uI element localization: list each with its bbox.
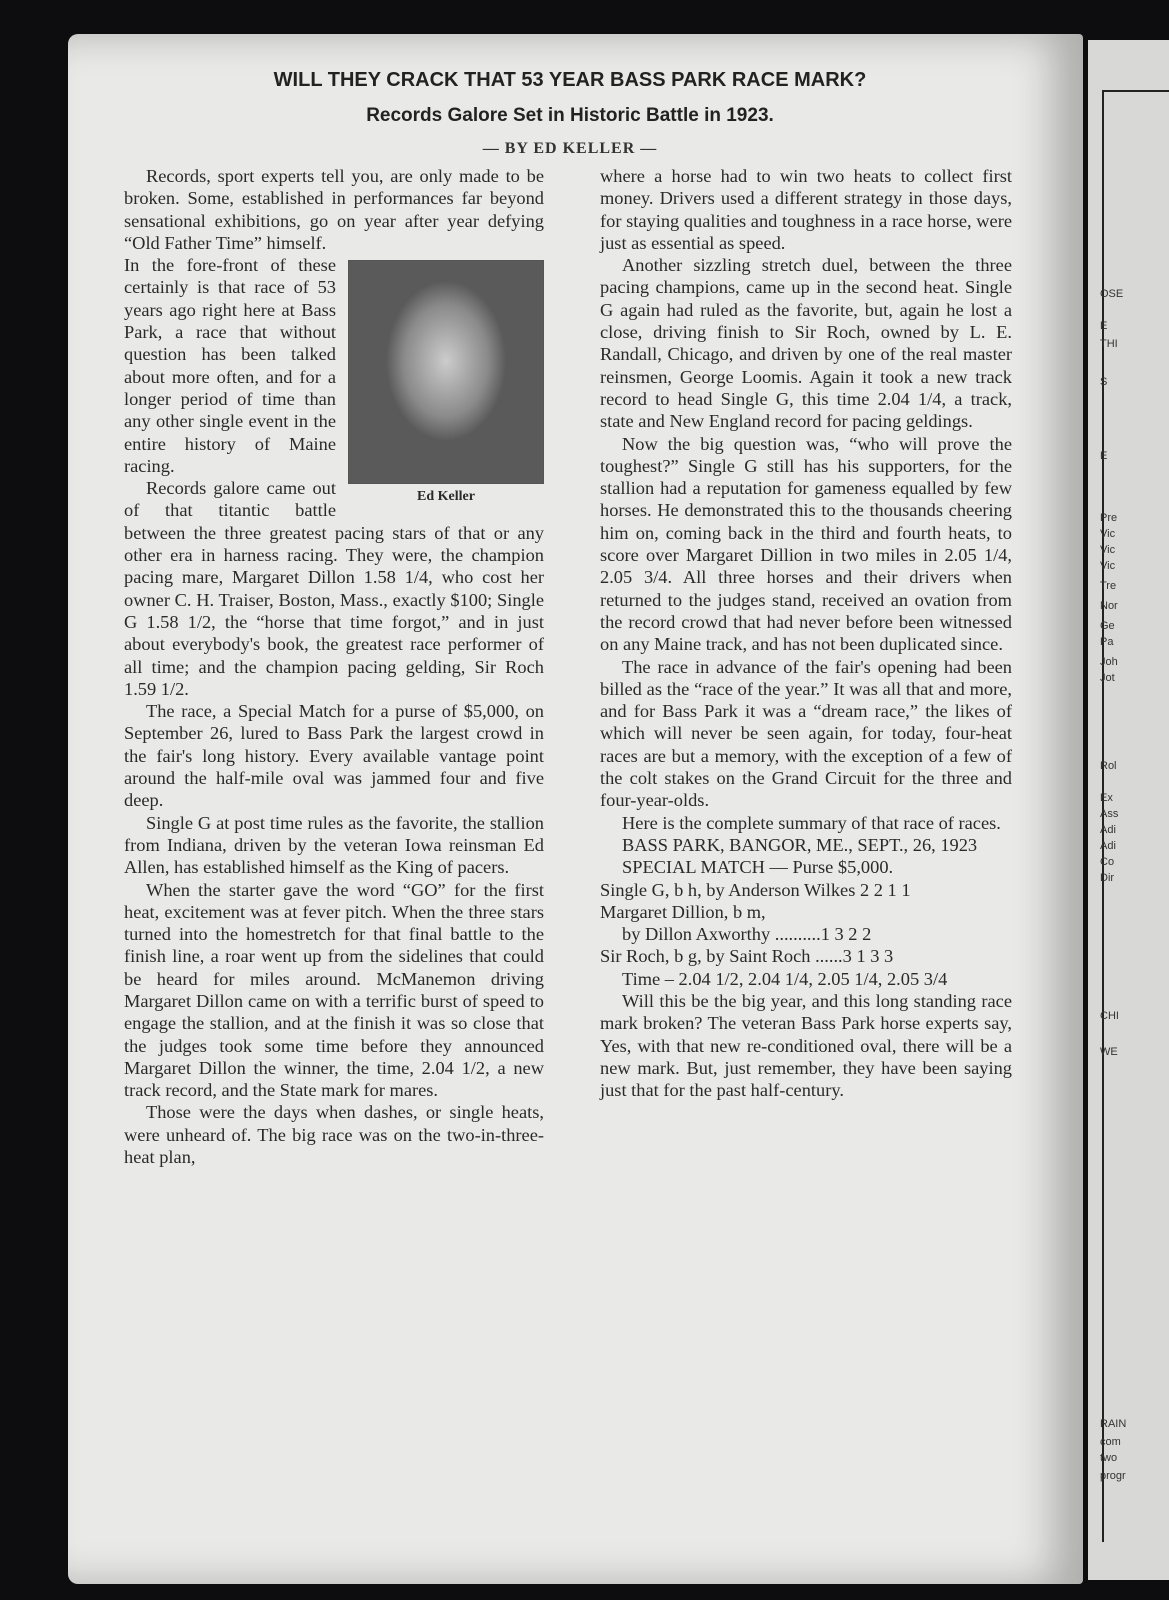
paragraph: The race in advance of the fair's opening had been billed as the “race of the year.” It was all that and more, and for Bass Park it was a “dream race,” the likes of which will never be seen again, for today, four-heat races are but a memory, with the exception of a few of the colt stakes on the Grand Circuit for the three and four-year-olds. (600, 656, 1012, 811)
next-page-edge (1088, 40, 1169, 1580)
next-page-fragment: Ass (1100, 808, 1119, 820)
headline: WILL THEY CRACK THAT 53 YEAR BASS PARK RACE MARK? (273, 69, 867, 91)
paragraph: When the starter gave the word “GO” for the first heat, excitement was at fever pitch. When the three stars turned into the homestretch for that final battle to the finish line, a roar went up from the sidelines that could be heard for miles around. McManemon driving Margaret Dillon came on with a terrific burst of speed to engage the stallion, and at the finish it was so close that the judges took some time before they announced Margaret Dillon the winner, the time, 2.04 1/2, a new track record, and the State mark for mares. (124, 879, 544, 1101)
summary-line: Single G, b h, by Anderson Wilkes 2 2 1 1 (600, 879, 911, 900)
next-page-fragment: Joh (1100, 656, 1118, 668)
paragraph: Single G at post time rules as the favorite, the stallion from Indiana, driven by the veteran Iowa reinsman Ed Allen, has established himself as the King of pacers. (124, 812, 544, 878)
paragraph: Here is the complete summary of that race of races. (622, 812, 1001, 833)
next-page-fragment: CHI (1100, 1010, 1119, 1022)
portrait-image (348, 260, 544, 484)
next-page-fragment: Vic (1100, 528, 1116, 540)
next-page-fragment: Ge (1100, 620, 1115, 632)
summary-line: Sir Roch, b g, by Saint Roch ......3 1 3 3 (600, 946, 894, 967)
next-page-fragment: Adi (1100, 840, 1116, 852)
paragraph: BASS PARK, BANGOR, ME., SEPT., 26, 1923 (622, 834, 978, 855)
paragraph: Another sizzling stretch duel, between the three pacing champions, came up in the second heat. Single G again had ruled as the favorite, but, again he lost a close, driving finish to Sir Roch, owned by L. E. Randall, Chicago, and driven by one of the real master reinsmen, George Loomis. Again it took a new track record to head Single G, this time 2.04 1/4, a track, state and New England record for pacing geldings. (600, 255, 1012, 432)
closing-paragraph: Will this be the big year, and this long standing race mark broken? The veteran Bass Park horse experts say, Yes, with that new re-conditioned oval, there will be a new mark. But, just remember, they have been saying just that for the past half-century. (600, 990, 1012, 1101)
next-page-fragment: Vic (1100, 560, 1116, 572)
next-page-fragment: Jot (1100, 672, 1115, 684)
next-page-fragment: Tre (1100, 580, 1117, 592)
next-page-fragment: Adi (1100, 824, 1116, 836)
next-page-fragment: Ex (1100, 792, 1113, 804)
next-page-fragment: S (1100, 376, 1108, 388)
next-page-fragment: Nor (1100, 600, 1118, 612)
summary-line: by Dillon Axworthy ..........1 3 2 2 (622, 924, 872, 945)
paragraph: Now the big question was, “who will prove the toughest?” Single G still has his supporters, for the stallion had a reputation for gameness equalled by few horses. He demonstrated this to the thousands cheering him on, coming back in the third and fourth heats, to score over Margaret Dillion in two miles in 2.05 1/4, 2.05 3/4. All three horses and their drivers when returned to the judges stand, received an ovation from the record crowd that had never before been witnessed on any Maine track, and has not been duplicated since. (600, 433, 1012, 655)
next-page-fragment: Vic (1100, 544, 1116, 556)
paragraph: where a horse had to win two heats to collect first money. Drivers used a different strategy in those days, for staying qualities and toughness in a race horse, were just as essential as speed. (600, 166, 1012, 253)
paragraph: The race, a Special Match for a purse of $5,000, on September 26, lured to Bass Park the largest crowd in the fair's long history. Every available vantage point around the half-mile oval was jammed four and five deep. (124, 701, 544, 811)
paragraph: Those were the days when dashes, or single heats, were unheard of. The big race was on the two-in-three-heat plan, (124, 1102, 544, 1168)
next-page-fragment: Pre (1100, 512, 1118, 524)
next-page-fragment: WE (1100, 1046, 1118, 1058)
byline: — BY ED KELLER — (482, 140, 658, 157)
next-page-fragment: THI (1100, 338, 1118, 350)
next-page-fragment: Co (1100, 856, 1115, 868)
summary-line: Margaret Dillion, b m, (600, 901, 766, 922)
summary-line: Time – 2.04 1/2, 2.04 1/4, 2.05 1/4, 2.05 3/4 (622, 968, 948, 989)
next-page-fragment: E (1100, 320, 1108, 332)
paragraph: In the fore-front of these certainly is that race of 53 years ago right here at Bass Park, a race that without question has been talked about more often, and for a longer period of time than any other single event in the entire history of Maine racing. (124, 255, 336, 476)
subheadline: Records Galore Set in Historic Battle in 1923. (366, 105, 774, 126)
next-page-fragment: progr (1100, 1470, 1126, 1482)
next-page-fragment: OSE (1100, 288, 1124, 300)
paragraph: SPECIAL MATCH — Purse $5,000. (622, 857, 894, 878)
next-page-fragment: com (1100, 1436, 1121, 1448)
author-photo (348, 260, 544, 508)
photo-caption: Ed Keller (417, 489, 475, 505)
next-page-fragment: Dir (1100, 872, 1115, 884)
next-page-fragment: E (1100, 450, 1108, 462)
right-column (600, 165, 1012, 1101)
next-page-fragment: Rol (1100, 760, 1117, 772)
next-page-fragment: RAIN (1100, 1418, 1127, 1430)
next-page-fragment: Pa (1100, 636, 1114, 648)
left-column (124, 165, 544, 1168)
next-page-fragment: two (1100, 1452, 1118, 1464)
paragraph: Records, sport experts tell you, are only made to be broken. Some, established in performances far beyond sensational exhibitions, go on year after year defying “Old Father Time” himself. (124, 166, 544, 253)
paragraph: Records galore came out of that titantic battle between the three greatest pacing stars of that or any other era in harness racing. They were, the champion pacing mare, Margaret Dillon 1.58 1/4, who cost her owner C. H. Traiser, Boston, Mass., exactly $100; Single G 1.58 1/2, the “horse that time forgot,” and in just about everybody's book, the greatest race performer of all time; and the champion pacing gelding, Sir Roch 1.59 1/2. (124, 478, 544, 699)
